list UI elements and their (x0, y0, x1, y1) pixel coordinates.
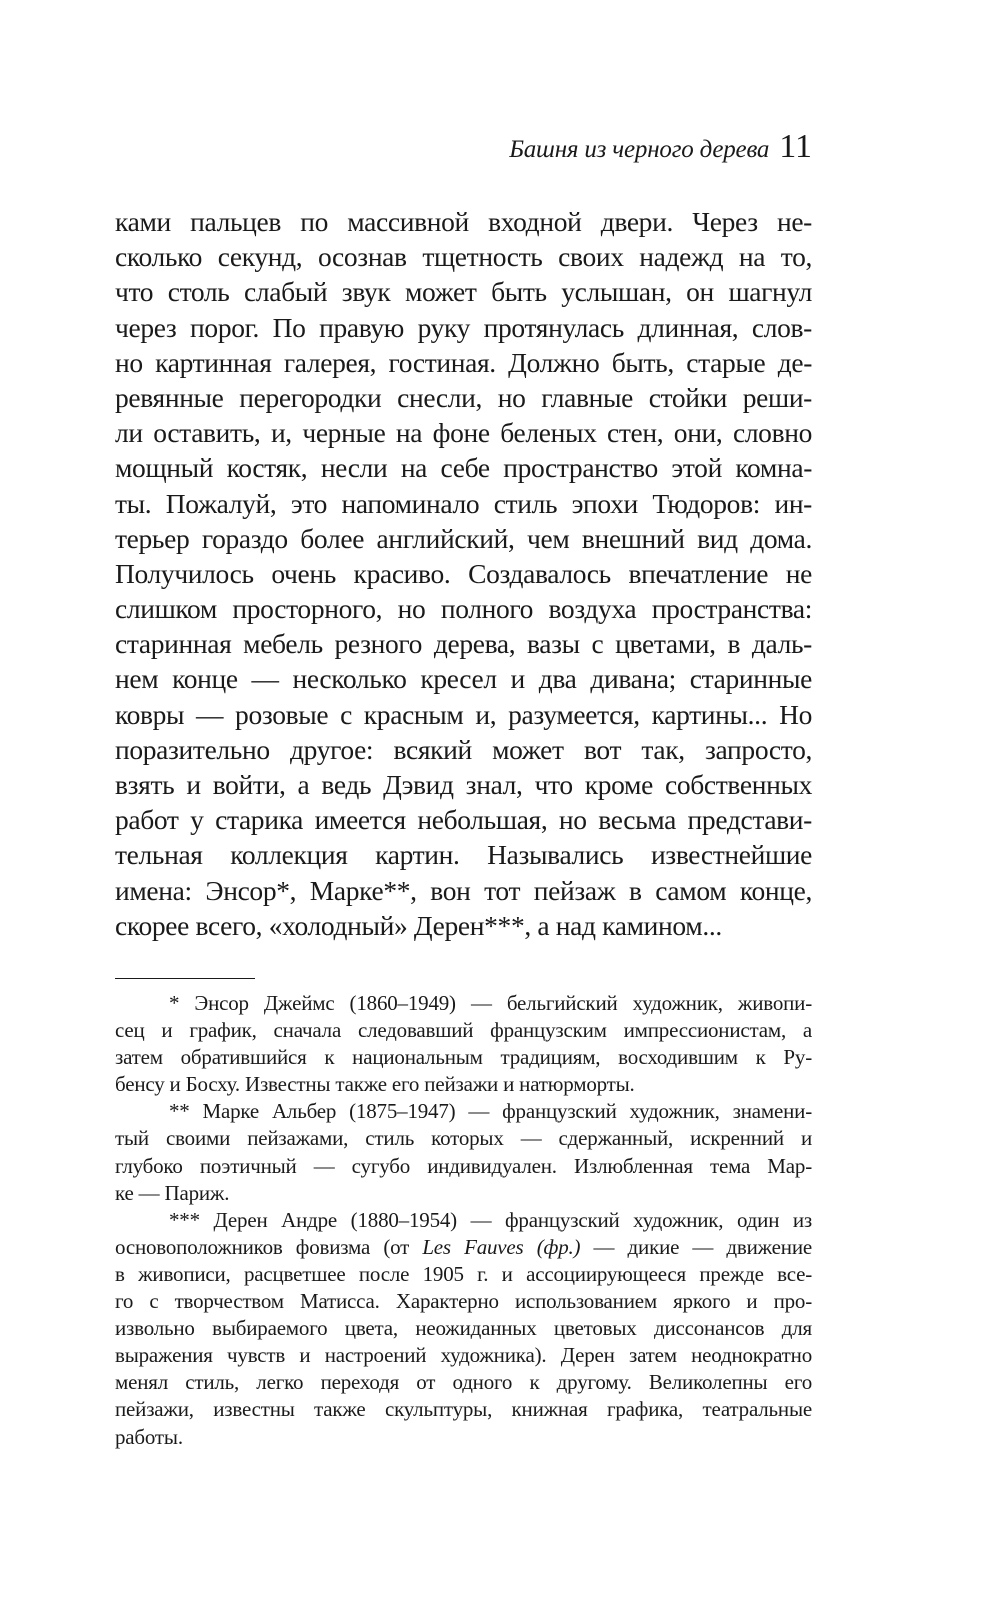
text-line: нем конце — несколько кресел и два дивана; старинные (115, 663, 812, 695)
footnote-line: сец и график, сначала следовавший французским импрессионистам, а (115, 1018, 812, 1043)
text-line: поразительно другое: всякий может вот так, запросто, (115, 733, 812, 765)
text-line: ли оставить, и, черные на фоне беленых стен, они, словно (115, 417, 812, 449)
footnote-line: глубоко поэтичный — сугубо индивидуален. Излюбленная тема Мар- (115, 1153, 812, 1178)
footnote-line: пейзажи, известны также скульптуры, книжная графика, театральные (115, 1397, 812, 1422)
footnote-line: извольно выбираемого цвета, неожиданных цветовых диссонансов для (115, 1316, 812, 1341)
footnote-text: основоположников фовизма (от (115, 1234, 423, 1259)
footnote-line: тый своими пейзажами, стиль которых — сдержанный, искренний и (115, 1126, 812, 1151)
footnote-line: бенсу и Босху. Известны также его пейзажи и натюрморты. (115, 1072, 635, 1097)
footnote-line: го с творчеством Матисса. Характерно использованием яркого и про- (115, 1289, 812, 1314)
text-line: Получилось очень красиво. Создавалось впечатление не (115, 557, 812, 589)
text-line: тельная коллекция картин. Назывались известнейшие (115, 839, 812, 871)
text-line: слишком просторного, но полного воздуха пространства: (115, 593, 812, 625)
main-text (115, 204, 812, 943)
footnote-line: ** Марке Альбер (1875–1947) — французский художник, знамени- (169, 1099, 812, 1124)
text-line: что столь слабый звук может быть услышан, он шагнул (115, 276, 812, 308)
footnote-line (115, 1234, 812, 1261)
footnote-line: в живописи, расцветшее после 1905 г. и ассоциирующееся прежде все- (115, 1261, 812, 1286)
text-line: мощный костяк, несли на себе пространство этой комна- (115, 452, 812, 484)
footnote-line: затем обратившийся к национальным традициям, восходившим к Ру- (115, 1045, 812, 1070)
text-line: имена: Энсор*, Марке**, вон тот пейзаж в самом конце, (115, 874, 812, 906)
text-line: взять и войти, а ведь Дэвид знал, что кроме собственных (115, 769, 812, 800)
footnote-divider (115, 978, 255, 979)
text-line: ками пальцев по массивной входной двери. Через не- (115, 206, 812, 237)
footnotes (115, 990, 812, 1451)
footnote-ensor (115, 990, 812, 1098)
footnote-italic-term: Les Fauves (фр.) (422, 1234, 581, 1259)
text-line: старинная мебель резного дерева, вазы с цветами, в даль- (115, 628, 812, 660)
page-number: 11 (779, 128, 812, 165)
text-line: ты. Пожалуй, это напоминало стиль эпохи Тюдоров: ин- (115, 487, 812, 519)
running-title: Башня из черного дерева (509, 136, 770, 163)
text-line: работ у старика имеется небольшая, но весьма представи- (115, 804, 812, 836)
text-line: сколько секунд, осознав тщетность своих надежд на то, (115, 241, 812, 273)
footnote-marquet (115, 1098, 812, 1206)
footnote-derain (115, 1207, 812, 1451)
text-line: через порог. По правую руку протянулась длинная, слов- (115, 311, 812, 343)
running-head (380, 128, 812, 166)
footnote-line: *** Дерен Андре (1880–1954) — французский художник, один из (169, 1207, 812, 1232)
footnote-line: ке — Париж. (115, 1180, 230, 1205)
footnote-line: выражения чувств и настроений художника). Дерен затем неоднократно (115, 1343, 812, 1368)
footnote-text: — дикие — движение (580, 1234, 812, 1259)
text-line: ревянные перегородки снесли, но главные стойки реши- (115, 381, 812, 413)
text-line: но картинная галерея, гостиная. Должно быть, старые де- (115, 346, 812, 378)
footnote-line: * Энсор Джеймс (1860–1949) — бельгийский художник, живопи- (169, 991, 812, 1015)
text-line: скорее всего, «холодный» Дерен***, а над камином... (115, 909, 722, 941)
footnote-line: работы. (115, 1424, 183, 1449)
text-line: ковры — розовые с красным и, разумеется, картины... Но (115, 698, 812, 730)
footnote-line: менял стиль, легко переходя от одного к другому. Великолепны его (115, 1370, 812, 1395)
text-line: терьер гораздо более английский, чем внешний вид дома. (115, 522, 812, 554)
